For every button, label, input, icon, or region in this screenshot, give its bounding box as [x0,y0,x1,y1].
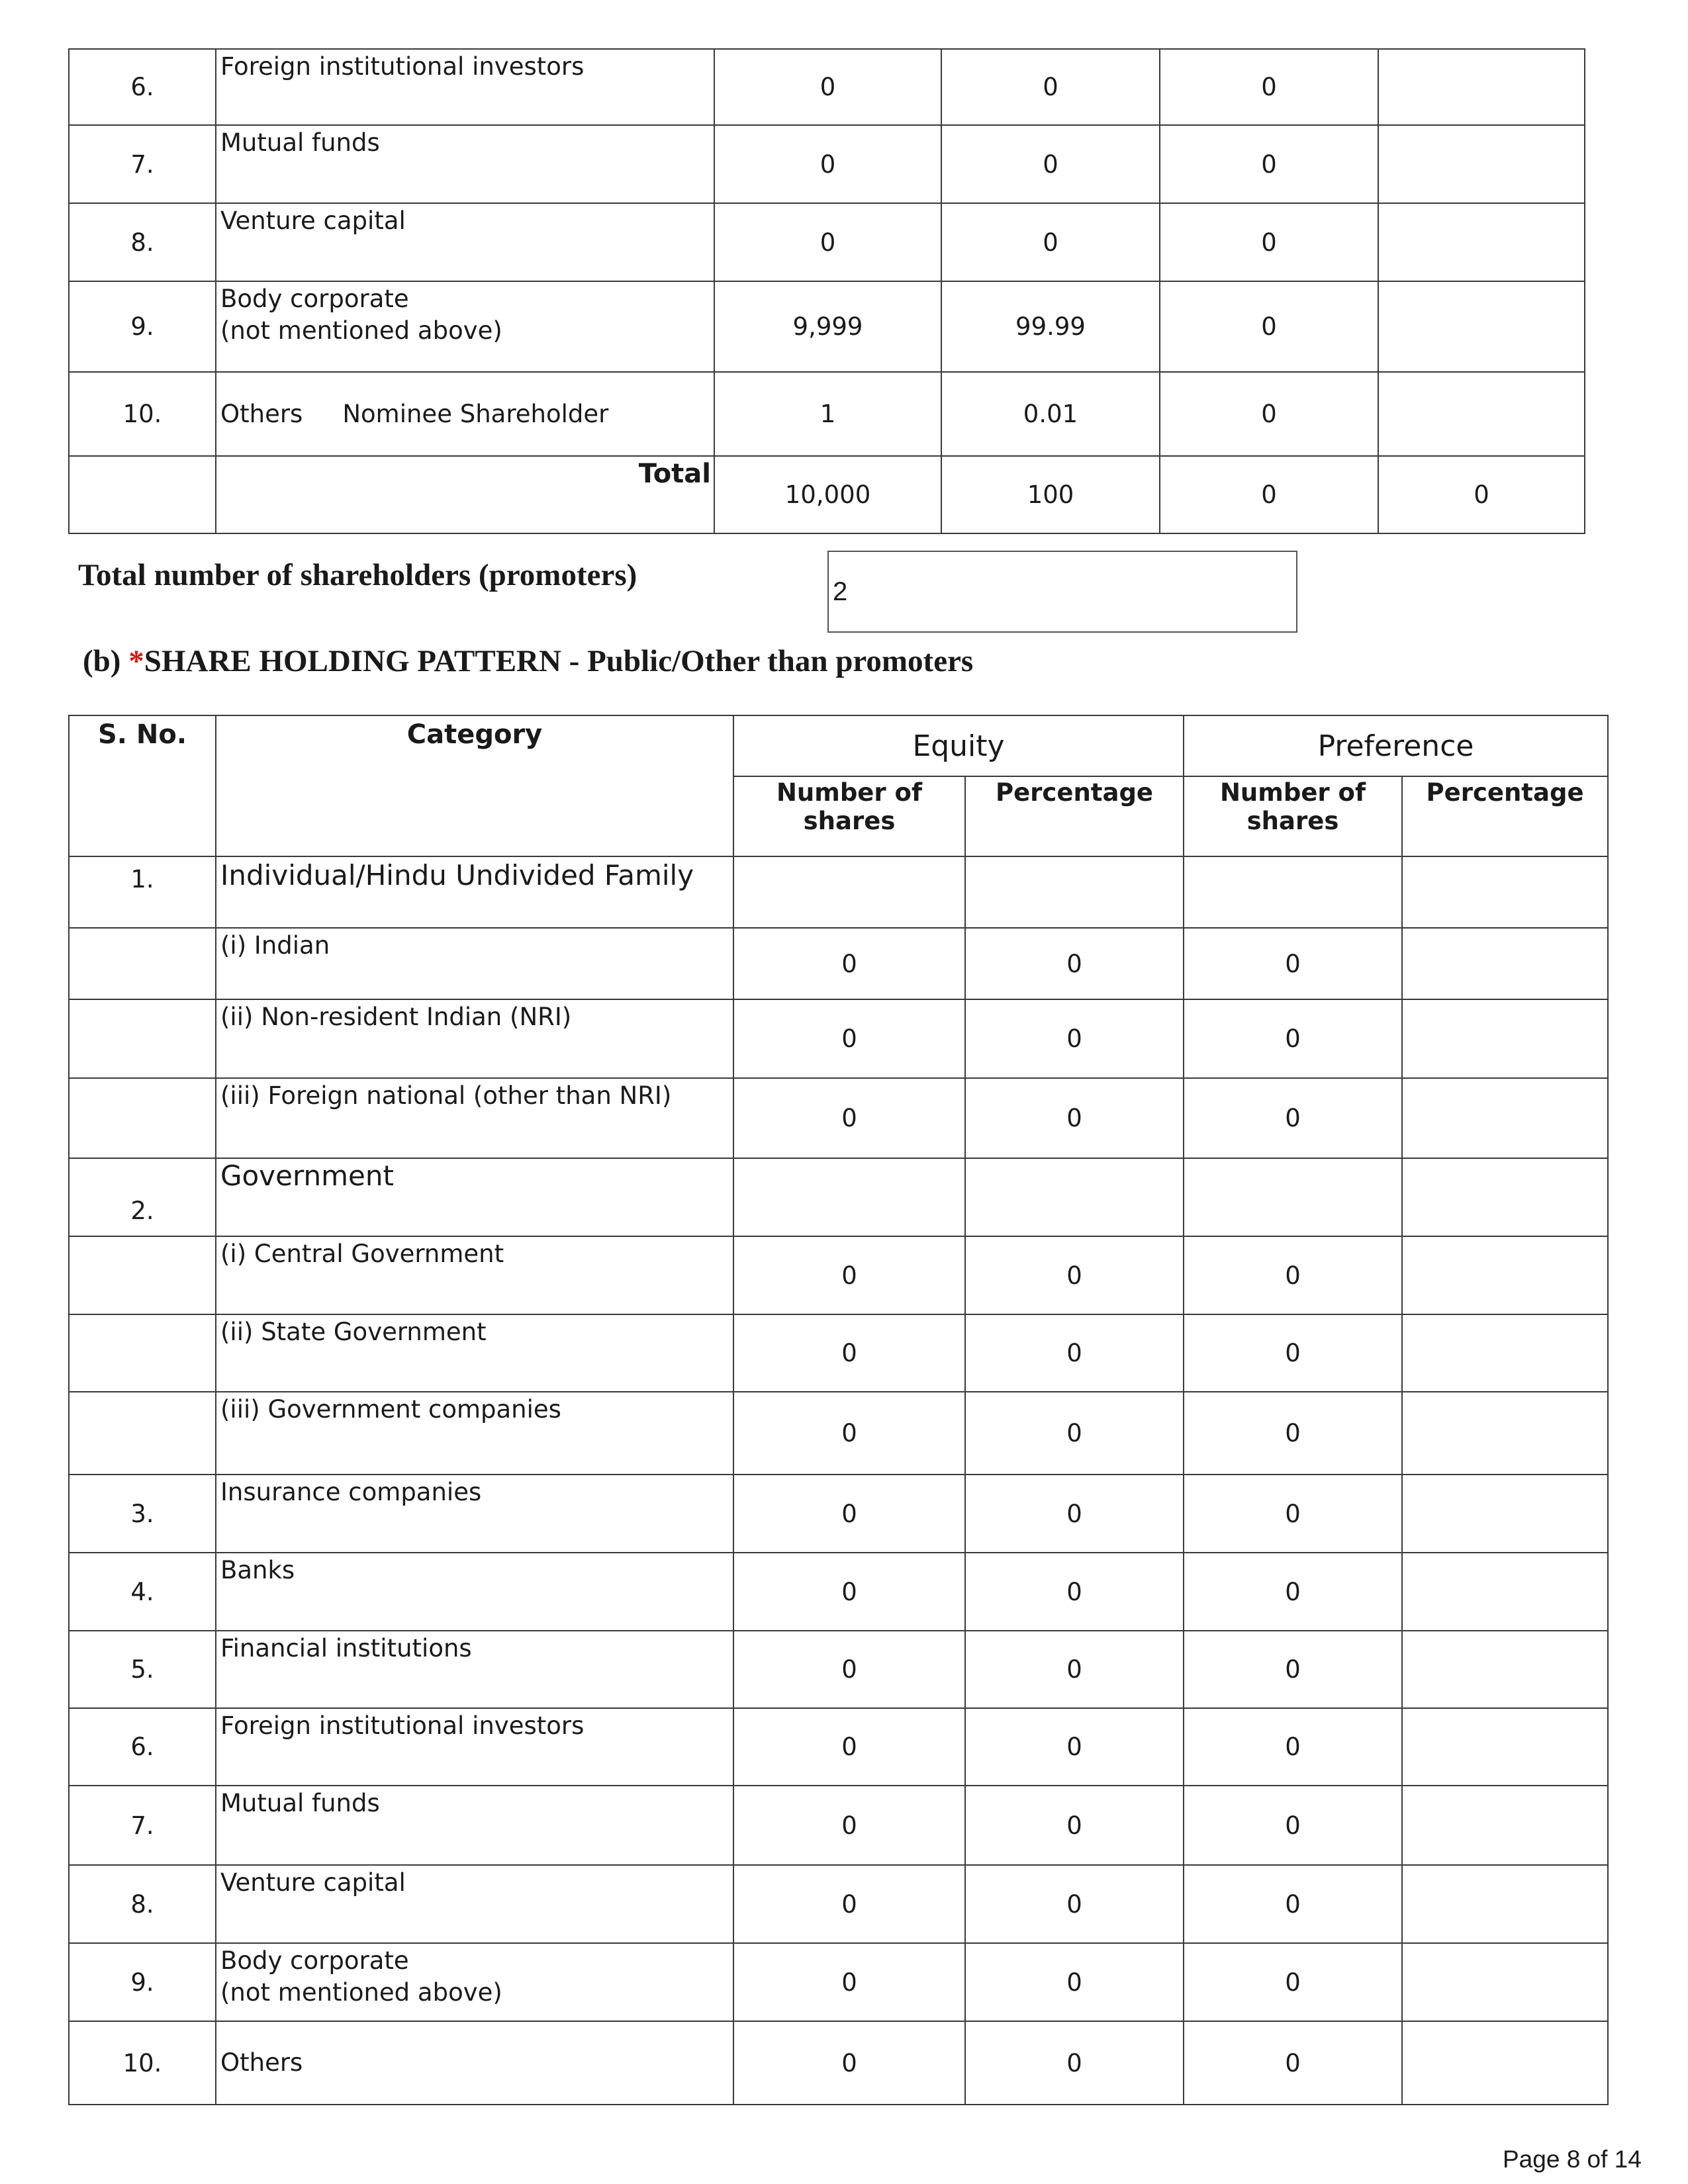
equity-percentage-cell: 0 [941,49,1160,125]
sno-cell: 3. [69,1475,216,1553]
preference-shares-cell: 0 [1160,49,1378,125]
required-star: * [128,644,144,678]
equity-shares-cell: 0 [733,1786,965,1865]
equity-percentage-cell: 0 [965,999,1184,1078]
preference-percentage-cell [1378,281,1585,372]
category-cell: Venture capital [216,1865,733,1943]
promoters-count-label: Total number of shareholders (promoters) [78,558,637,592]
table-row [69,1475,1608,1553]
equity-percentage-cell: 99.99 [941,281,1160,372]
sno-cell: 5. [69,1631,216,1708]
table-row [69,1865,1608,1943]
equity-shares-cell: 0 [733,1314,965,1392]
equity-percentage-cell: 0 [965,1475,1184,1553]
sno-cell: 10. [69,2021,216,2105]
section-b-title: SHARE HOLDING PATTERN - Public/Other than promoters [144,644,974,678]
category-cell: Others [216,2021,733,2105]
preference-shares-cell: 0 [1160,203,1378,281]
category-cell [216,1943,733,2021]
sno-cell: 1. [69,856,216,928]
equity-shares-cell: 0 [733,1475,965,1553]
preference-percentage-cell [1402,1708,1608,1786]
public-shareholding-table [68,715,1609,2105]
category-cell: (i) Indian [216,928,733,999]
equity-shares-cell: 0 [733,1236,965,1314]
equity-percentage-cell: 0 [941,125,1160,203]
equity-percentage-cell: 0 [965,1943,1184,2021]
table-row [69,1236,1608,1314]
preference-percentage-cell [1378,372,1585,456]
equity-percentage-cell: 0 [965,1708,1184,1786]
promoters-count-value: 2 [833,577,848,606]
total-row [69,456,1585,533]
preference-shares-cell: 0 [1184,1314,1402,1392]
category-cell: Foreign institutional investors [216,49,714,125]
equity-shares-cell: 0 [714,203,941,281]
category-cell: Individual/Hindu Undivided Family [216,856,733,928]
preference-percentage-cell [1402,1475,1608,1553]
preference-shares-cell: 0 [1184,999,1402,1078]
sno-cell: 4. [69,1553,216,1631]
table-row [69,1708,1608,1786]
table-row [69,1078,1608,1158]
equity-shares-cell [733,1158,965,1236]
table-row [69,1943,1608,2021]
preference-shares-cell: 0 [1184,1708,1402,1786]
preference-shares-cell: 0 [1184,928,1402,999]
preference-percentage-cell [1402,1865,1608,1943]
sno-cell: 2. [69,1158,216,1236]
equity-percentage-cell: 0 [965,1078,1184,1158]
category-cell: (iii) Foreign national (other than NRI) [216,1078,733,1158]
preference-header: Preference [1184,715,1608,776]
preference-percentage-cell [1402,1631,1608,1708]
sno-header: S. No. [69,715,216,856]
total-label: Total [216,456,714,533]
promoters-count-field[interactable] [827,551,1297,633]
equity-header: Equity [733,715,1184,776]
sno-cell: 6. [69,1708,216,1786]
preference-shares-cell [1184,856,1402,928]
equity-percentage-cell: 0 [965,1236,1184,1314]
sno-cell: 9. [69,281,216,372]
category-line-1: Body corporate [220,285,409,313]
preference-shares-cell: 0 [1160,372,1378,456]
page-number: Page 8 of 14 [1503,2146,1642,2173]
category-cell: Financial institutions [216,1631,733,1708]
category-cell: Government [216,1158,733,1236]
category-line-2: (not mentioned above) [220,1978,502,2007]
equity-shares-cell: 0 [733,1865,965,1943]
category-label: Others [220,399,303,428]
category-cell: Banks [216,1553,733,1631]
preference-shares-cell: 0 [1160,125,1378,203]
table-row [69,1314,1608,1392]
section-b-prefix: (b) [83,644,129,678]
preference-percentage-cell [1402,2021,1608,2105]
equity-shares-cell: 0 [733,2021,965,2105]
equity-shares-cell: 0 [733,1631,965,1708]
sno-cell [69,1078,216,1158]
equity-shares-cell: 0 [733,1708,965,1786]
preference-percentage-cell [1378,49,1585,125]
preference-percentage-cell [1402,1158,1608,1236]
equity-shares-cell: 1 [714,372,941,456]
sno-cell: 8. [69,203,216,281]
table-row [69,1392,1608,1475]
preference-percentage-cell [1402,999,1608,1078]
equity-percentage-cell [965,856,1184,928]
preference-percentage-cell [1402,1078,1608,1158]
promoters-shareholding-table [68,48,1585,534]
equity-percentage-cell: 0 [965,1392,1184,1475]
category-cell: Mutual funds [216,125,714,203]
equity-shares-cell: 9,999 [714,281,941,372]
table-row [69,372,1585,456]
preference-shares-cell: 0 [1184,1236,1402,1314]
total-preference-shares: 0 [1160,456,1378,533]
equity-number-of-shares-header: Number of shares [733,776,965,856]
equity-percentage-header: Percentage [965,776,1184,856]
preference-percentage-cell [1402,928,1608,999]
table-row [69,928,1608,999]
sno-cell [69,1314,216,1392]
category-line-1: Body corporate [220,1946,409,1975]
equity-percentage-cell: 0 [965,1786,1184,1865]
category-cell [216,372,714,456]
preference-shares-cell: 0 [1160,281,1378,372]
table-row [69,203,1585,281]
preference-percentage-cell [1378,125,1585,203]
category-line-2: (not mentioned above) [220,316,502,345]
preference-percentage-cell [1402,1943,1608,2021]
category-cell: (i) Central Government [216,1236,733,1314]
sno-cell [69,456,216,533]
category-header: Category [216,715,733,856]
category-cell: Venture capital [216,203,714,281]
equity-shares-cell: 0 [714,49,941,125]
preference-percentage-cell [1402,856,1608,928]
sno-cell [69,1236,216,1314]
sno-cell: 9. [69,1943,216,2021]
table-row [69,1158,1608,1236]
preference-percentage-cell [1402,1786,1608,1865]
equity-percentage-cell: 0 [965,2021,1184,2105]
sno-cell: 7. [69,1786,216,1865]
equity-shares-cell [733,856,965,928]
table-row [69,281,1585,372]
preference-percentage-cell [1378,203,1585,281]
preference-number-of-shares-header: Number of shares [1184,776,1402,856]
total-equity-shares: 10,000 [714,456,941,533]
equity-percentage-cell: 0 [941,203,1160,281]
preference-shares-cell: 0 [1184,1865,1402,1943]
equity-shares-cell: 0 [714,125,941,203]
equity-shares-cell: 0 [733,1392,965,1475]
table-row [69,2021,1608,2105]
category-cell [216,281,714,372]
equity-percentage-cell: 0 [965,1314,1184,1392]
sno-cell: 6. [69,49,216,125]
preference-shares-cell: 0 [1184,1943,1402,2021]
category-cell: Insurance companies [216,1475,733,1553]
total-preference-percentage: 0 [1378,456,1585,533]
preference-shares-cell: 0 [1184,2021,1402,2105]
category-cell: Mutual funds [216,1786,733,1865]
preference-percentage-header: Percentage [1402,776,1608,856]
sno-cell: 7. [69,125,216,203]
equity-percentage-cell: 0.01 [941,372,1160,456]
preference-shares-cell: 0 [1184,1553,1402,1631]
preference-shares-cell: 0 [1184,1475,1402,1553]
table-row [69,856,1608,928]
equity-shares-cell: 0 [733,1078,965,1158]
sno-cell [69,999,216,1078]
total-equity-percentage: 100 [941,456,1160,533]
preference-percentage-cell [1402,1553,1608,1631]
category-cell: (ii) State Government [216,1314,733,1392]
table-row [69,1786,1608,1865]
sno-cell [69,928,216,999]
preference-shares-cell: 0 [1184,1392,1402,1475]
category-cell: Foreign institutional investors [216,1708,733,1786]
category-detail: Nominee Shareholder [342,399,609,428]
preference-shares-cell: 0 [1184,1786,1402,1865]
table-row [69,999,1608,1078]
equity-percentage-cell [965,1158,1184,1236]
section-b-heading [83,643,973,679]
table-row [69,1553,1608,1631]
table-row [69,125,1585,203]
equity-shares-cell: 0 [733,1943,965,2021]
category-cell: (iii) Government companies [216,1392,733,1475]
sno-cell: 8. [69,1865,216,1943]
header-row [69,715,1608,776]
preference-shares-cell [1184,1158,1402,1236]
preference-percentage-cell [1402,1236,1608,1314]
equity-percentage-cell: 0 [965,1631,1184,1708]
category-cell: (ii) Non-resident Indian (NRI) [216,999,733,1078]
table-row [69,49,1585,125]
preference-shares-cell: 0 [1184,1078,1402,1158]
equity-shares-cell: 0 [733,928,965,999]
preference-percentage-cell [1402,1392,1608,1475]
table-row [69,1631,1608,1708]
equity-percentage-cell: 0 [965,928,1184,999]
equity-shares-cell: 0 [733,999,965,1078]
equity-percentage-cell: 0 [965,1553,1184,1631]
preference-percentage-cell [1402,1314,1608,1392]
sno-cell: 10. [69,372,216,456]
equity-shares-cell: 0 [733,1553,965,1631]
equity-percentage-cell: 0 [965,1865,1184,1943]
sno-cell [69,1392,216,1475]
preference-shares-cell: 0 [1184,1631,1402,1708]
